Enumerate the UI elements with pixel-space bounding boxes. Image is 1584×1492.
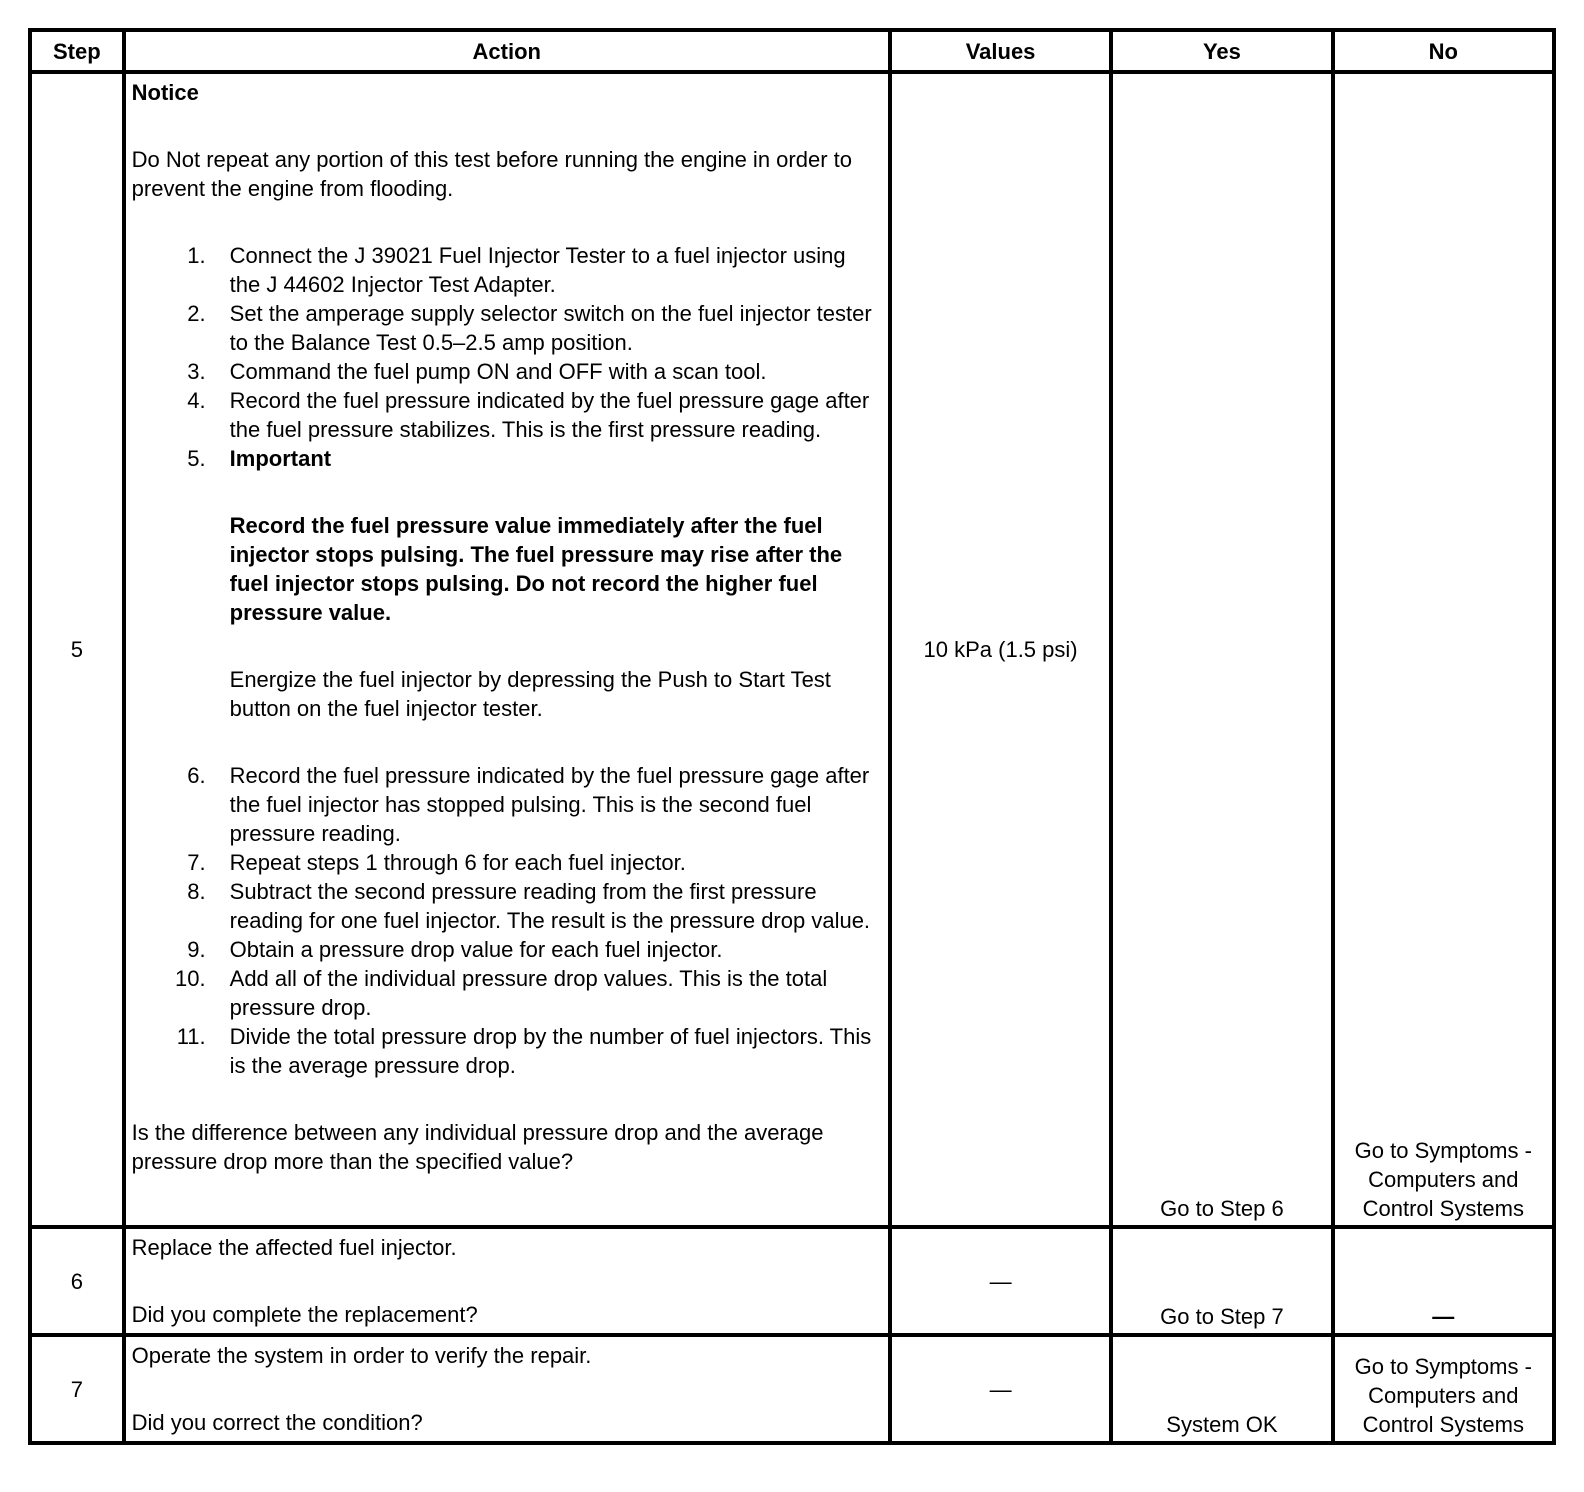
question-text: Did you correct the condition? [131,1410,423,1435]
list-item: 9. Obtain a pressure drop value for each fuel injector. [187,937,723,962]
step-number: 7 [30,1335,124,1443]
action-cell [124,1227,890,1335]
values-cell: 10 kPa (1.5 psi) [890,72,1111,1227]
list-item: 10. Add all of the individual pressure drop values. This is the total pressure drop. [175,966,828,1020]
yes-cell: Go to Step 6 [1111,72,1332,1227]
step-number: 5 [30,72,124,1227]
header-action: Action [124,30,890,72]
header-yes: Yes [1111,30,1332,72]
procedure-list [132,241,882,1080]
list-item: 5. Important Record the fuel pressure value immediately after the fuel injector stops pulsing. The fuel pressure may rise after the fuel injector stops pulsing. Do not record the higher fuel pressure value. Energize the fuel injector by depressing the Push to Start Test button on the fuel injector tester. [132,444,882,761]
header-step: Step [30,30,124,72]
list-item: 3. Command the fuel pump ON and OFF with a scan tool. [187,359,767,384]
table-row-step-6 [30,1227,1554,1335]
no-cell: Go to Symptoms - Computers and Control Systems [1333,72,1554,1227]
question-text: Is the difference between any individual pressure drop and the average pressure drop more than the specified value? [131,1120,824,1174]
list-item: 2. Set the amperage supply selector switch on the fuel injector tester to the Balance Test 0.5–2.5 amp position. [187,301,872,355]
notice-title: Notice [131,80,199,105]
action-cell [124,1335,890,1443]
list-item: 11. Divide the total pressure drop by the number of fuel injectors. This is the average pressure drop. [176,1024,872,1078]
action-text: Operate the system in order to verify the repair. [131,1343,592,1368]
question-text: Did you complete the replacement? [131,1302,478,1327]
no-cell: Go to Symptoms - Computers and Control Systems [1333,1335,1554,1443]
list-item: 4. Record the fuel pressure indicated by the fuel pressure gage after the fuel pressure stabilizes. This is the first pressure reading. [187,388,870,442]
important-title: Important [229,446,332,471]
list-item: 8. Subtract the second pressure reading from the first pressure reading for one fuel injector. The result is the pressure drop value. [187,879,871,933]
values-cell: — [890,1335,1111,1443]
action-text: Replace the affected fuel injector. [131,1235,457,1260]
yes-cell: System OK [1111,1335,1332,1443]
yes-cell: Go to Step 7 [1111,1227,1332,1335]
notice-text: Do Not repeat any portion of this test before running the engine in order to prevent the engine from flooding. [131,147,852,201]
important-text: Record the fuel pressure value immediately after the fuel injector stops pulsing. The fuel pressure may rise after the fuel injector stops pulsing. Do not record the higher fuel pressure value. [229,513,843,625]
list-item: 6. Record the fuel pressure indicated by the fuel pressure gage after the fuel injector has stopped pulsing. This is the second fuel pressure reading. [187,763,870,846]
header-no: No [1333,30,1554,72]
header-values: Values [890,30,1111,72]
item5-text: Energize the fuel injector by depressing the Push to Start Test button on the fuel injector tester. [229,667,831,721]
table-row-step-7 [30,1335,1554,1443]
list-item: 1. Connect the J 39021 Fuel Injector Tester to a fuel injector using the J 44602 Injector Test Adapter. [187,243,846,297]
diagnostic-table [28,28,1556,1445]
no-cell: — [1333,1227,1554,1335]
table-row-step-5 [30,72,1554,1227]
values-cell: — [890,1227,1111,1335]
action-cell [124,72,890,1227]
header-row [30,30,1554,72]
list-item: 7. Repeat steps 1 through 6 for each fuel injector. [187,850,686,875]
step-number: 6 [30,1227,124,1335]
